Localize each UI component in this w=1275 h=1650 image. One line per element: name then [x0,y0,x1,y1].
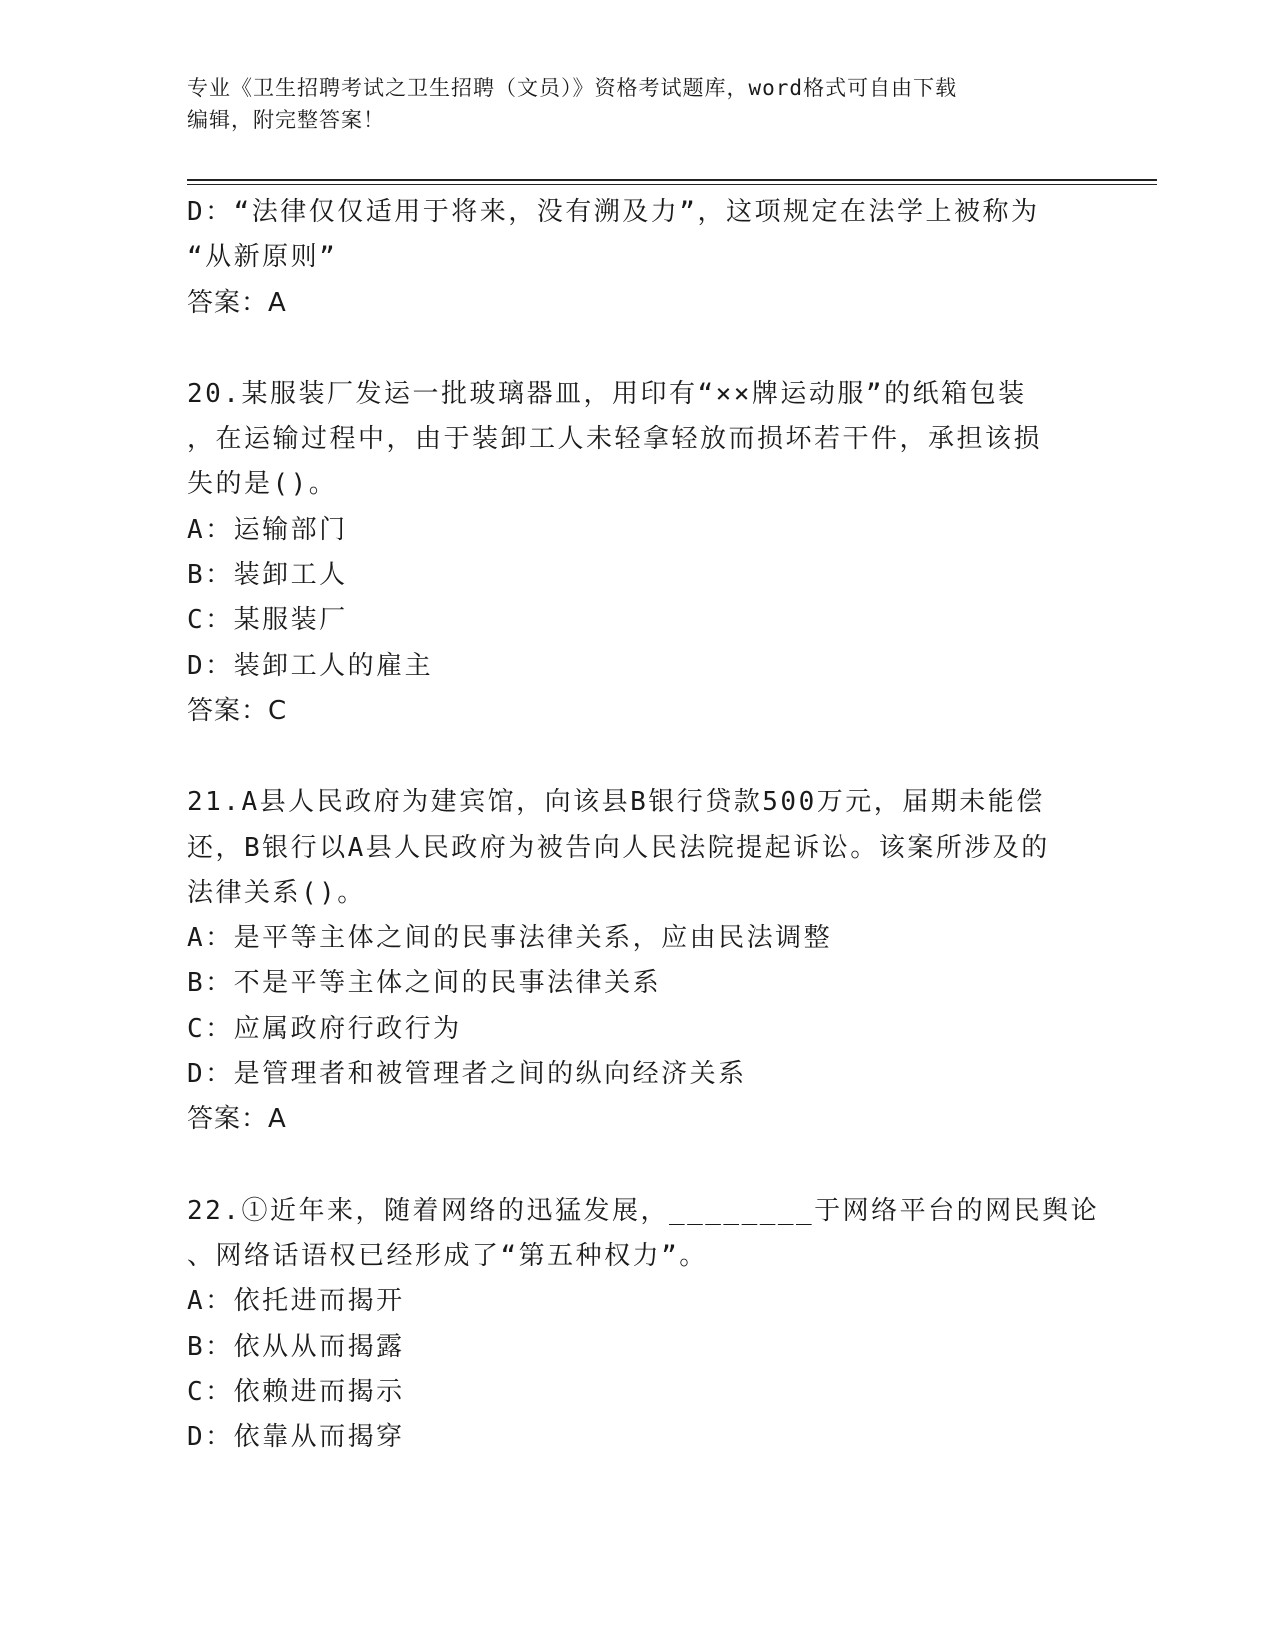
header-line-1: 专业《卫生招聘考试之卫生招聘（文员）》资格考试题库，word格式可自由下载 [187,76,958,100]
header-line-2: 编辑，附完整答案！ [187,108,385,132]
answer-line: 答案：C [187,695,288,726]
page-header [187,72,1067,136]
option-c: C：某服装厂 [187,605,348,636]
question-stem-line: 21.A县人民政府为建宾馆，向该县B银行贷款500万元，届期未能偿 [187,787,1045,818]
question-stem-line: 、网络话语权已经形成了“第五种权力”。 [187,1240,708,1271]
answer-line: 答案：A [187,287,287,318]
option-a: A：运输部门 [187,514,348,545]
spacer [187,734,1087,780]
option-d-line-2: “从新原则” [187,242,338,273]
question-20 [187,372,1087,734]
spacer [187,1143,1087,1189]
spacer [187,326,1087,372]
question-21 [187,780,1087,1142]
option-d: D：是管理者和被管理者之间的纵向经济关系 [187,1059,747,1090]
option-d: D：依靠从而揭穿 [187,1422,405,1453]
question-stem-line: 法律关系()。 [187,877,366,908]
header-divider-thick [187,179,1157,181]
option-b: B：依从从而揭露 [187,1331,405,1362]
document-body [187,190,1100,1460]
header-divider-thin [187,184,1157,185]
option-b: B：不是平等主体之间的民事法律关系 [187,968,662,999]
question-stem-line: 失的是()。 [187,469,338,500]
question-stem-line: 还，B银行以A县人民政府为被告向人民法院提起诉讼。该案所涉及的 [187,832,1050,863]
answer-line: 答案：A [187,1104,287,1135]
option-a: A：是平等主体之间的民事法律关系，应由民法调整 [187,923,833,954]
option-d: D：装卸工人的雇主 [187,650,434,681]
option-d-line-1: D：“法律仅仅适用于将来，没有溯及力”，这项规定在法学上被称为 [187,197,1040,227]
question-22 [187,1189,1100,1461]
question-stem-line: ，在运输过程中，由于装卸工人未轻拿轻放而损坏若干件，承担该损 [187,424,1043,455]
option-c: C：应属政府行政行为 [187,1013,462,1044]
question-stem-line: 20.某服装厂发运一批玻璃器皿，用印有“××牌运动服”的纸箱包装 [187,378,1027,409]
option-c: C：依赖进而揭示 [187,1376,405,1407]
question-stem-line: 22.①近年来，随着网络的迅猛发展，________于网络平台的网民舆论 [187,1195,1100,1226]
option-b: B：装卸工人 [187,560,348,591]
option-a: A：依托进而揭开 [187,1286,405,1317]
previous-question-tail [187,190,1087,326]
